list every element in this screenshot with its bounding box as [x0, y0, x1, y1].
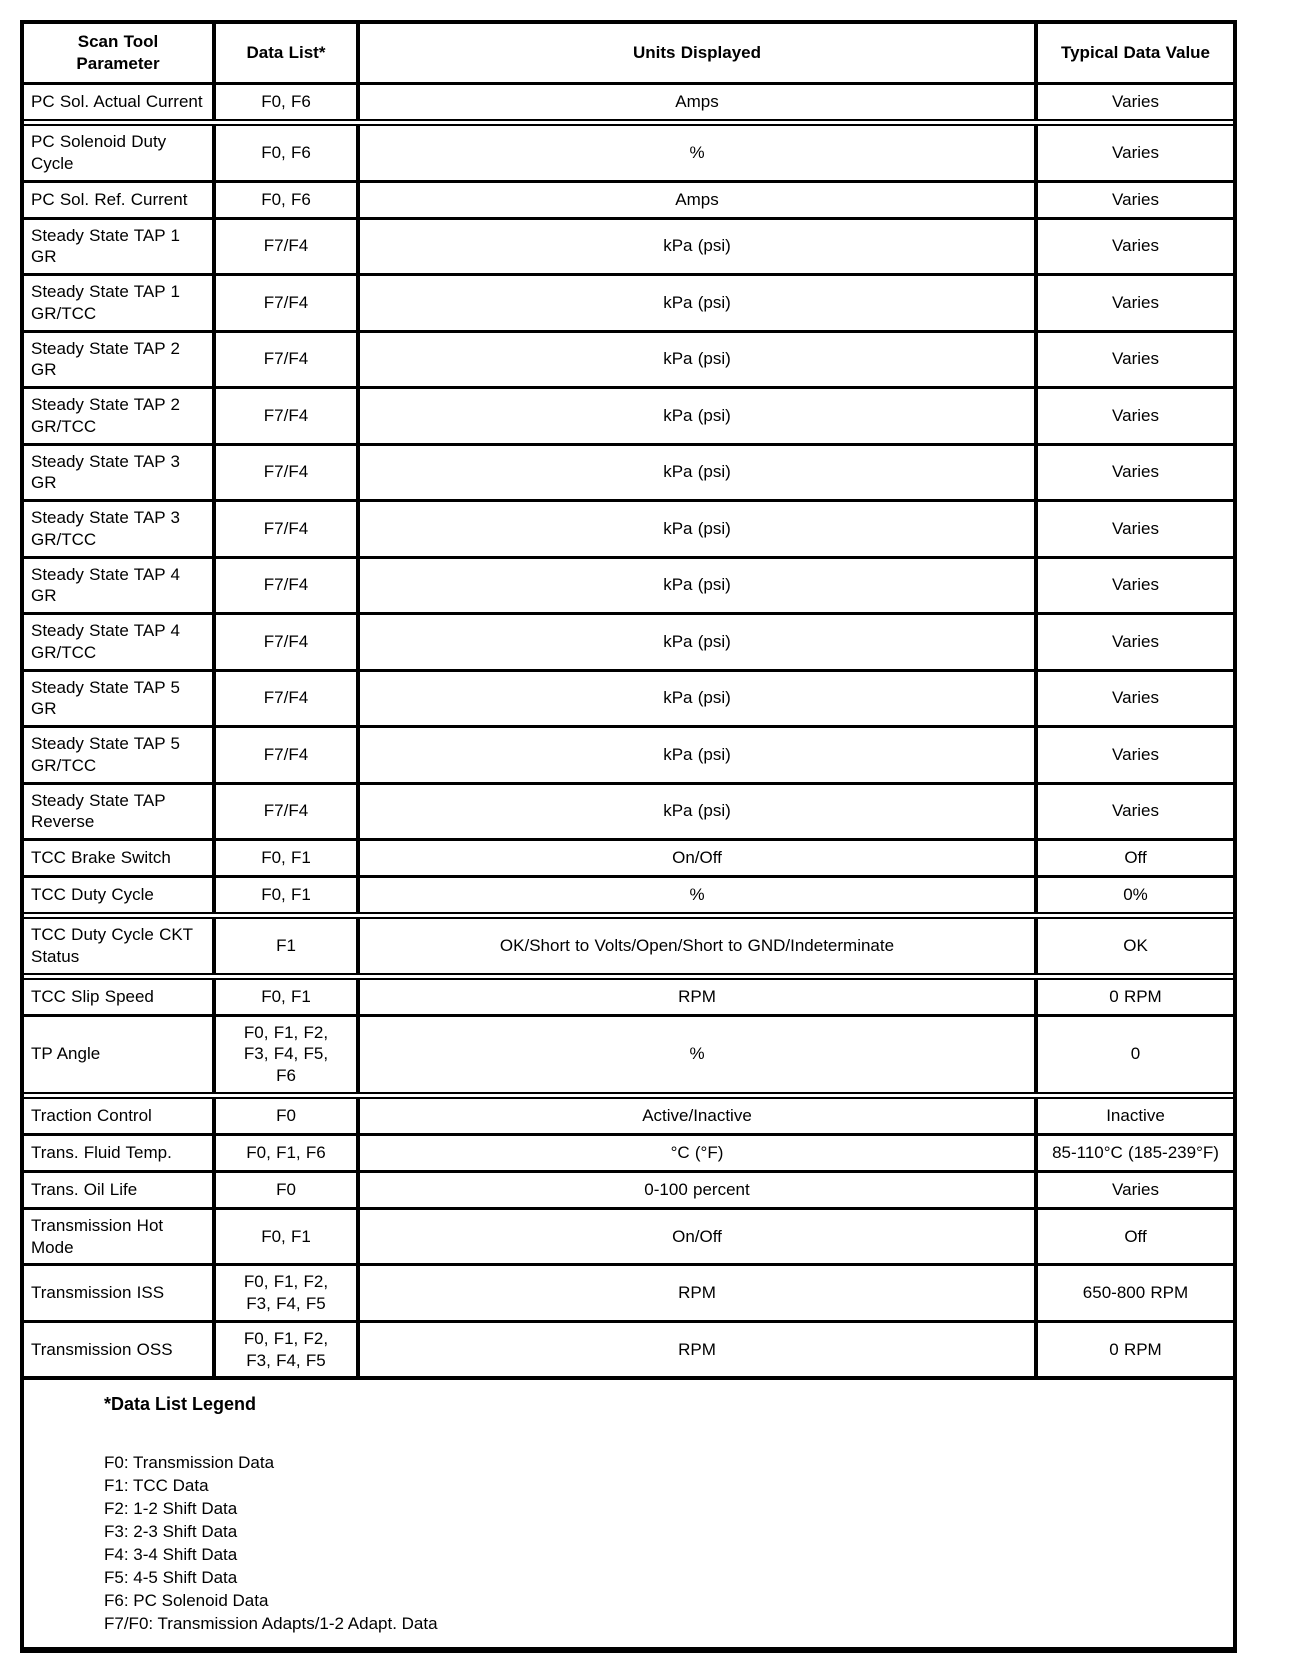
cell-data-list: F7/F4	[216, 333, 360, 387]
cell-value: Varies	[1112, 575, 1159, 595]
table-row	[24, 273, 1233, 330]
legend-item: F2: 1-2 Shift Data	[104, 1499, 238, 1519]
table-row	[24, 875, 1233, 912]
table-row	[24, 1320, 1233, 1377]
cell-value: Varies	[1112, 1179, 1159, 1199]
cell-data-list: F0, F1, F2, F3, F4, F5, F6	[216, 1017, 360, 1092]
table-body	[24, 82, 1233, 1376]
cell-data-list: F0, F6	[216, 183, 360, 217]
header-typical-data-value: Typical Data Value	[1060, 43, 1211, 63]
cell-data-list: F0, F1, F2, F3, F4, F5	[216, 1323, 360, 1377]
cell-value: Inactive	[1106, 1105, 1165, 1125]
cell-data-list: F0, F1	[216, 878, 360, 912]
cell-units: RPM	[360, 1266, 1038, 1320]
cell-parameter: Trans. Fluid Temp.	[24, 1136, 216, 1170]
cell-value: Varies	[1112, 801, 1159, 821]
cell-data-list: F7/F4	[216, 220, 360, 274]
cell-parameter: Steady State TAP 1 GR/TCC	[24, 276, 216, 330]
table-row	[24, 669, 1233, 726]
cell-value: 650-800 RPM	[1082, 1283, 1189, 1303]
header-scan-tool-parameter: Scan Tool Parameter	[24, 24, 216, 82]
cell-data-list: F0, F6	[216, 126, 360, 180]
cell-value: Varies	[1112, 462, 1159, 482]
cell-data-list: F7/F4	[216, 446, 360, 500]
cell-parameter: Steady State TAP Reverse	[24, 785, 216, 839]
legend-item: F7/F0: Transmission Adapts/1-2 Adapt. Data	[104, 1614, 438, 1634]
cell-value: Varies	[1112, 405, 1159, 425]
cell-value: Varies	[1112, 142, 1159, 162]
cell-parameter: TCC Duty Cycle CKT Status	[24, 919, 216, 973]
table-row	[24, 973, 1233, 1014]
cell-data-list: F7/F4	[216, 559, 360, 613]
cell-parameter: Steady State TAP 5 GR	[24, 672, 216, 726]
cell-value: Varies	[1112, 292, 1159, 312]
cell-parameter: Transmission OSS	[24, 1323, 216, 1377]
cell-units: kPa (psi)	[360, 220, 1038, 274]
table-row	[24, 612, 1233, 669]
table-row	[24, 838, 1233, 875]
cell-parameter: Steady State TAP 3 GR/TCC	[24, 502, 216, 556]
legend-items	[104, 1451, 1213, 1635]
cell-data-list: F7/F4	[216, 672, 360, 726]
cell-units: Amps	[360, 183, 1038, 217]
cell-units: kPa (psi)	[360, 785, 1038, 839]
cell-value: Off	[1124, 848, 1147, 868]
cell-units: On/Off	[360, 1210, 1038, 1264]
table-row	[24, 217, 1233, 274]
cell-value: 0 RPM	[1109, 1339, 1162, 1359]
table-row	[24, 119, 1233, 180]
cell-units: OK/Short to Volts/Open/Short to GND/Indeterminate	[360, 919, 1038, 973]
cell-data-list: F7/F4	[216, 785, 360, 839]
cell-parameter: Trans. Oil Life	[24, 1173, 216, 1207]
table-row	[24, 386, 1233, 443]
cell-units: kPa (psi)	[360, 333, 1038, 387]
cell-units: kPa (psi)	[360, 389, 1038, 443]
cell-data-list: F0, F6	[216, 85, 360, 119]
cell-parameter: Transmission Hot Mode	[24, 1210, 216, 1264]
cell-parameter: Steady State TAP 3 GR	[24, 446, 216, 500]
table-row	[24, 1170, 1233, 1207]
cell-value: Off	[1124, 1226, 1147, 1246]
cell-data-list: F0, F1	[216, 1210, 360, 1264]
cell-data-list: F1	[216, 919, 360, 973]
legend-item: F3: 2-3 Shift Data	[104, 1522, 238, 1542]
cell-data-list: F0, F1	[216, 841, 360, 875]
cell-value: Varies	[1112, 744, 1159, 764]
cell-data-list: F7/F4	[216, 276, 360, 330]
cell-value: Varies	[1112, 688, 1159, 708]
cell-units: kPa (psi)	[360, 446, 1038, 500]
cell-parameter: Steady State TAP 1 GR	[24, 220, 216, 274]
cell-parameter: Steady State TAP 2 GR	[24, 333, 216, 387]
cell-data-list: F0	[216, 1099, 360, 1133]
cell-value: Varies	[1112, 518, 1159, 538]
table-row	[24, 556, 1233, 613]
cell-units: RPM	[360, 980, 1038, 1014]
cell-value: 0 RPM	[1109, 986, 1162, 1006]
cell-parameter: TP Angle	[24, 1017, 216, 1092]
cell-units: On/Off	[360, 841, 1038, 875]
cell-units: 0-100 percent	[360, 1173, 1038, 1207]
cell-data-list: F7/F4	[216, 615, 360, 669]
table-row	[24, 443, 1233, 500]
cell-units: Amps	[360, 85, 1038, 119]
cell-value: 0%	[1123, 885, 1148, 905]
cell-parameter: Steady State TAP 4 GR/TCC	[24, 615, 216, 669]
legend-item: F0: Transmission Data	[104, 1453, 275, 1473]
cell-data-list: F7/F4	[216, 502, 360, 556]
cell-units: kPa (psi)	[360, 672, 1038, 726]
cell-parameter: PC Solenoid Duty Cycle	[24, 126, 216, 180]
cell-units: RPM	[360, 1323, 1038, 1377]
table-row	[24, 1263, 1233, 1320]
cell-value: Varies	[1112, 189, 1159, 209]
legend-item: F4: 3-4 Shift Data	[104, 1545, 238, 1565]
cell-data-list: F0, F1, F6	[216, 1136, 360, 1170]
cell-value: Varies	[1112, 92, 1159, 112]
legend-item: F6: PC Solenoid Data	[104, 1591, 269, 1611]
cell-data-list: F0, F1	[216, 980, 360, 1014]
cell-value: Varies	[1112, 349, 1159, 369]
cell-parameter: TCC Duty Cycle	[24, 878, 216, 912]
table-row	[24, 1133, 1233, 1170]
cell-value: OK	[1123, 935, 1148, 955]
cell-data-list: F0, F1, F2, F3, F4, F5	[216, 1266, 360, 1320]
cell-data-list: F7/F4	[216, 728, 360, 782]
table-row	[24, 1014, 1233, 1092]
header-units-displayed: Units Displayed	[360, 24, 1038, 82]
cell-data-list: F0	[216, 1173, 360, 1207]
cell-units: kPa (psi)	[360, 276, 1038, 330]
cell-units: kPa (psi)	[360, 502, 1038, 556]
cell-units: °C (°F)	[360, 1136, 1038, 1170]
cell-value: 0	[1130, 1044, 1141, 1064]
table-row	[24, 725, 1233, 782]
cell-value: Varies	[1112, 631, 1159, 651]
cell-units: %	[360, 878, 1038, 912]
cell-value: 85-110°C (185-239°F)	[1052, 1142, 1219, 1162]
cell-parameter: Transmission ISS	[24, 1266, 216, 1320]
cell-parameter: Steady State TAP 2 GR/TCC	[24, 389, 216, 443]
cell-parameter: Traction Control	[24, 1099, 216, 1133]
table-row	[24, 782, 1233, 839]
cell-units: %	[360, 1017, 1038, 1092]
cell-units: kPa (psi)	[360, 559, 1038, 613]
table-row	[24, 1092, 1233, 1133]
cell-parameter: PC Sol. Ref. Current	[24, 183, 216, 217]
cell-parameter: Steady State TAP 4 GR	[24, 559, 216, 613]
table-row	[24, 180, 1233, 217]
table-row	[24, 330, 1233, 387]
legend-item: F5: 4-5 Shift Data	[104, 1568, 238, 1588]
scan-tool-data-table	[20, 20, 1237, 1653]
cell-units: %	[360, 126, 1038, 180]
cell-units: Active/Inactive	[360, 1099, 1038, 1133]
cell-parameter: TCC Brake Switch	[24, 841, 216, 875]
table-row	[24, 499, 1233, 556]
cell-data-list: F7/F4	[216, 389, 360, 443]
header-row	[24, 24, 1233, 82]
cell-parameter: TCC Slip Speed	[24, 980, 216, 1014]
header-data-list: Data List*	[216, 24, 360, 82]
table-row	[24, 82, 1233, 119]
data-list-legend	[24, 1376, 1233, 1647]
cell-units: kPa (psi)	[360, 728, 1038, 782]
table-row	[24, 1207, 1233, 1264]
cell-parameter: Steady State TAP 5 GR/TCC	[24, 728, 216, 782]
legend-title: *Data List Legend	[104, 1394, 257, 1415]
table-row	[24, 912, 1233, 973]
legend-item: F1: TCC Data	[104, 1476, 209, 1496]
cell-units: kPa (psi)	[360, 615, 1038, 669]
cell-parameter: PC Sol. Actual Current	[24, 85, 216, 119]
cell-value: Varies	[1112, 236, 1159, 256]
